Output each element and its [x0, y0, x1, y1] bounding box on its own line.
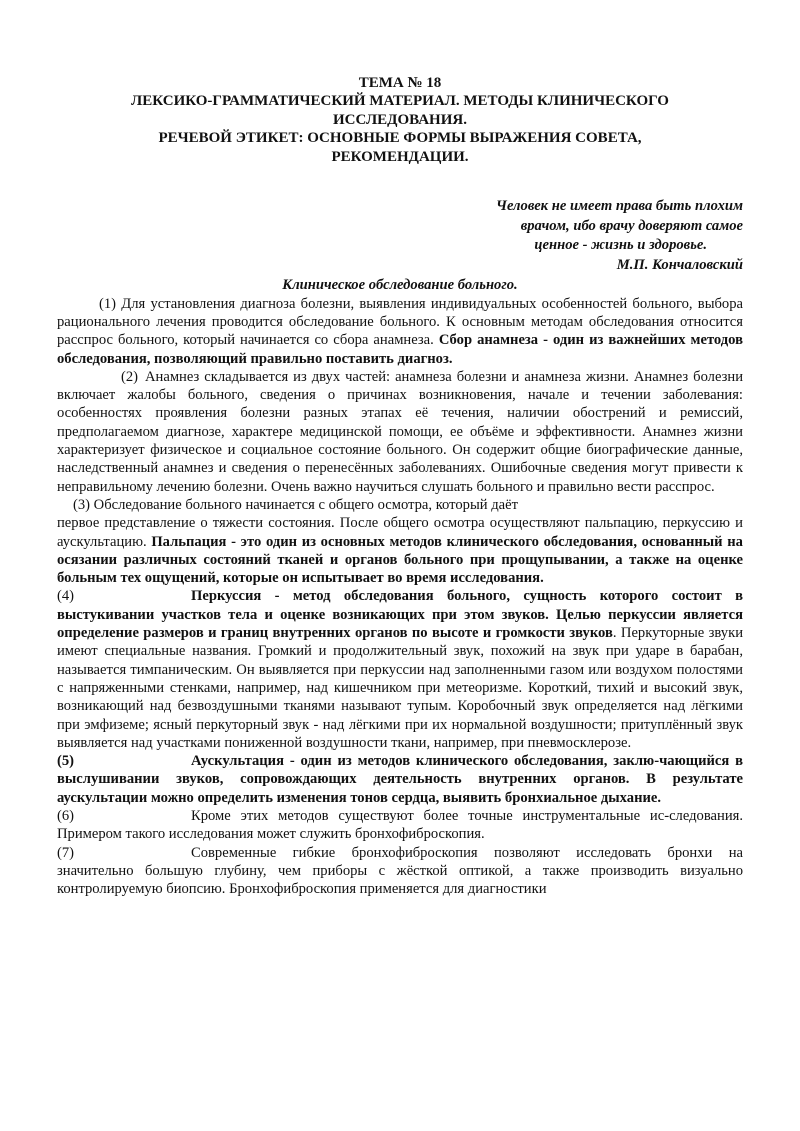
- paragraph-number: (6): [57, 808, 75, 825]
- paragraph-first-line: (3) Обследование больного начинается с общего осмотра, который даёт: [73, 496, 518, 513]
- title-line: ИССЛЕДОВАНИЯ.: [333, 111, 467, 128]
- paragraph-5: [57, 752, 743, 807]
- epigraph: [57, 197, 743, 275]
- epigraph-author: М.П. Кончаловский: [616, 256, 743, 273]
- paragraph-7: [57, 844, 743, 899]
- paragraph-4: [57, 587, 743, 752]
- paragraph-bold-text: Пальпация - это один из основных методов клинического обследования, основанный на осязании различных состояний тканей и органов больного при прощупывании, а также на оценке больным тех ощущений, которые он испытывает во время исследования.: [57, 533, 743, 587]
- paragraph-text: . Перкуторные звуки имеют специальные названия. Громкий и продолжительный звук, похожий на звук при ударе в барабан, называется тимпаническим. Он выявляется при перкуссии над заполненными газом или воздухом полостями с напряженными стенками, например, над кишечником при метеоризме. Короткий, тихий и высокий звук, возникающий над безвоздушными тканями называют тупым. Коробочный звук определяется над лёгкими при эмфиземе; ясный перкуторный звук - над лёгкими при их нормальной воздушности; притуплённый звук выявляется над участками пониженной воздушности ткани, например, при пневмосклерозе.: [57, 625, 743, 751]
- title-line: РЕЧЕВОЙ ЭТИКЕТ: ОСНОВНЫЕ ФОРМЫ ВЫРАЖЕНИЯ СОВЕТА,: [158, 130, 642, 147]
- epigraph-line: Человек не имеет права быть плохим: [496, 198, 743, 215]
- epigraph-line: врачом, ибо врачу доверяют самое: [520, 217, 743, 234]
- paragraph-6: [57, 807, 743, 844]
- paragraph-bold-text: Аускультация - один из методов клинического обследования, заклю-чающийся в выслушивании звуков, сопровождающих деятельность внутренних органов. В результате аускультации можно определить изменения тонов сердца, выявить бронхиальное дыхание.: [57, 753, 743, 806]
- document-title: [57, 74, 743, 166]
- section-subtitle: Клиническое обследование больного.: [282, 277, 518, 294]
- document-page: [57, 74, 743, 899]
- paragraph-text: Кроме этих методов существуют более точные инструментальные ис-следования. Примером такого исследования может служить бронхофиброскопия.: [57, 808, 743, 843]
- epigraph-line: ценное - жизнь и здоровье.: [534, 237, 707, 254]
- paragraph-2: [57, 368, 743, 496]
- paragraph-text: Современные гибкие бронхофиброскопия позволяют исследовать бронхи на значительно большую глубину, чем приборы с жёсткой оптикой, а также производить визуально контролируемую биопсию. Бронхофиброскопия применяется для диагностики: [57, 844, 743, 898]
- paragraph-text: (1) Для установления диагноза болезни, выявления индивидуальных особенностей больного, выбора рационального лечения проводится обследование больного. К основным методам обследования относится расспрос больного, который начинается со сбора анамнеза.: [57, 295, 743, 349]
- paragraph-text: первое представление о тяжести состояния. После общего осмотра осуществляют пальпацию, перкуссию и аускультацию.: [57, 515, 743, 550]
- paragraph-number: (7): [57, 844, 75, 861]
- paragraph-text: Анамнез складывается из двух частей: анамнеза болезни и анамнеза жизни. Анамнез болезни включает жалобы больного, сведения о причинах возникновения, начале и течении заболевания: особенностях проявления болезни разных этапах её течения, наличии обострений и ремиссий, предполагаемом диагнозе, характере медицинской помощи, ее объёме и эффективности. Анамнез жизни характеризует физическое и социальное состояние больного. Он содержит общие биографические данные, наследственный анамнез и сведения о перенесённых заболеваниях. Ошибочные сведения могут привести к неправильному лечению болезни. Очень важно научиться слушать больного и правильно вести расспрос.: [57, 368, 743, 495]
- paragraph-3-body: [57, 514, 743, 587]
- paragraph-1: [57, 295, 743, 368]
- paragraph-number: (4): [57, 588, 75, 605]
- paragraph-number: (2): [121, 368, 139, 385]
- paragraph-bold-text: Перкуссия - метод обследования больного, сущность которого состоит в выстукивании участков тела и оценке возникающих при этом звуков. Целью перкуссии является определение размеров и границ внутренних органов по высоте и громкости звуков: [57, 588, 743, 642]
- paragraph-number: (5): [57, 753, 75, 770]
- paragraph-bold-text: Сбор анамнеза - один из важнейших методов обследования, позволяющий правильно поставить диагноз.: [57, 332, 743, 367]
- paragraph-3: [57, 496, 743, 514]
- title-line: РЕКОМЕНДАЦИИ.: [331, 148, 469, 165]
- title-line: ЛЕКСИКО-ГРАММАТИЧЕСКИЙ МАТЕРИАЛ. МЕТОДЫ КЛИНИЧЕСКОГО: [131, 93, 669, 110]
- title-line: ТЕМА № 18: [358, 75, 442, 91]
